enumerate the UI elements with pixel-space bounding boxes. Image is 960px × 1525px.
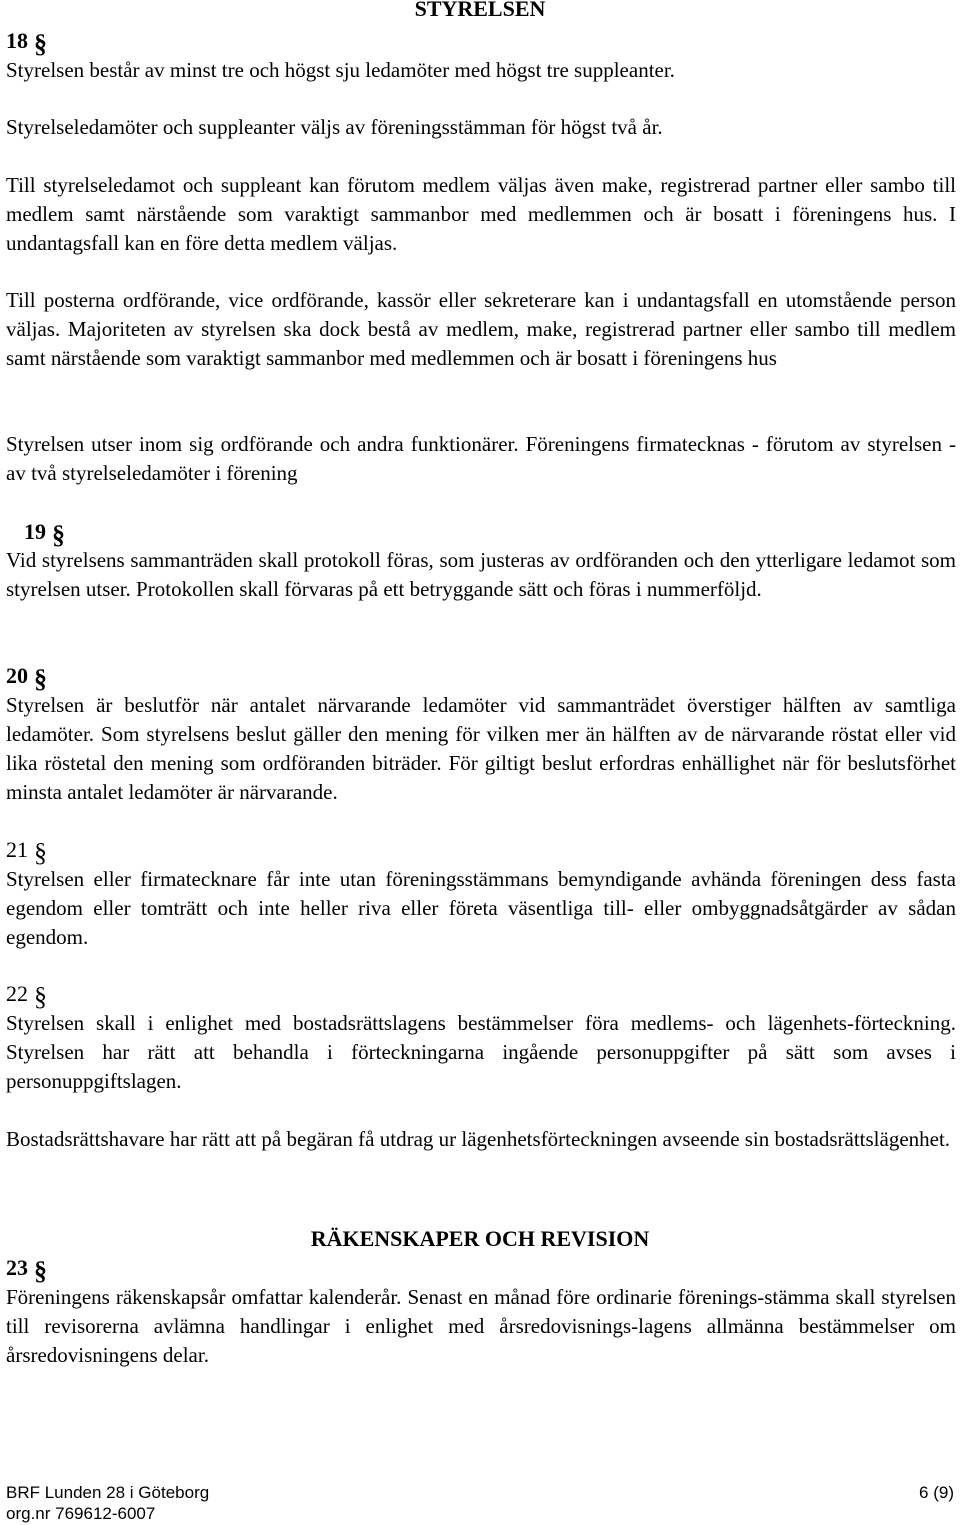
- section-18-paragraph-5: Styrelsen utser inom sig ordförande och andra funktionärer. Föreningens firmatecknas - förutom av styrelsen - av två styrelseledamöter i förening: [6, 432, 956, 485]
- paragraph-sign: §: [34, 982, 47, 1011]
- section-23-paragraph-1: Föreningens räkenskapsår omfattar kalenderår. Senast en månad före ordinarie förenings-stämma skall styrelsen till revisorerna avlämna handlingar i enlighet med årsredovisnings-lagens allmänna bestämmelser om årsredovisningens delar.: [6, 1285, 956, 1367]
- section-18-paragraph-1: Styrelsen består av minst tre och högst sju ledamöter med högst tre suppleanter.: [6, 58, 675, 82]
- heading-styrelsen: STYRELSEN: [414, 0, 546, 21]
- section-23-number: [6, 1255, 47, 1285]
- footer-org-number: org.nr 769612-6007: [6, 1504, 156, 1523]
- paragraph-sign: §: [34, 838, 47, 867]
- section-20-paragraph-1: Styrelsen är beslutför när antalet närvarande ledamöter vid sammanträdet överstiger hälften av samtliga ledamöter. Som styrelsens beslut gäller den mening för vilken mer än hälften av de närvarande röstat eller vid lika röstetal den mening som ordföranden biträder. För giltigt beslut erfordras enhällighet när för beslutsförhet minsta antalet ledamöter är närvarande.: [6, 693, 956, 804]
- section-22-number: [6, 981, 47, 1011]
- section-18-paragraph-2: Styrelseledamöter och suppleanter väljs av föreningsstämman för högst två år.: [6, 115, 663, 139]
- section-19-paragraph-1: Vid styrelsens sammanträden skall protokoll föras, som justeras av ordföranden och den ytterligare ledamot som styrelsen utser. Protokollen skall förvaras på ett betryggande sätt och föras i nummerföljd.: [6, 548, 956, 601]
- section-21-number: [6, 837, 47, 867]
- paragraph-sign: §: [52, 520, 65, 549]
- section-number: 23: [6, 1255, 28, 1280]
- section-number: 20: [6, 663, 28, 688]
- section-20-number: [6, 663, 47, 693]
- section-number: 21: [6, 837, 28, 862]
- section-22-paragraph-2: Bostadsrättshavare har rätt att på begäran få utdrag ur lägenhetsförteckningen avseende sin bostadsrättslägenhet.: [6, 1127, 951, 1151]
- section-18-number: [6, 28, 47, 58]
- section-18-paragraph-3: Till styrelseledamot och suppleant kan förutom medlem väljas även make, registrerad partner eller sambo till medlem samt närstående som varaktigt sammanbor med medlemmen och är bosatt i föreningens hus. I undantagsfall kan en före detta medlem väljas.: [6, 173, 956, 255]
- section-number: 18: [6, 28, 28, 53]
- paragraph-sign: §: [34, 29, 47, 58]
- paragraph-sign: §: [34, 664, 47, 693]
- section-19-number: [24, 519, 65, 549]
- section-number: 22: [6, 981, 28, 1006]
- heading-rakenskaper: RÄKENSKAPER OCH REVISION: [310, 1226, 650, 1251]
- section-21-paragraph-1: Styrelsen eller firmatecknare får inte utan föreningsstämmans bemyndigande avhända föreningen dess fasta egendom eller tomträtt och inte heller riva eller företa väsentliga till- eller ombyggnadsåtgärder av sådan egendom.: [6, 867, 956, 949]
- section-22-paragraph-1: Styrelsen skall i enlighet med bostadsrättslagens bestämmelser föra medlems- och lägenhets-förteckning. Styrelsen har rätt att behandla i förteckningarna ingående personuppgifter på sätt som avses i personuppgiftslagen.: [6, 1011, 956, 1093]
- footer-org-name: BRF Lunden 28 i Göteborg: [6, 1483, 210, 1502]
- footer-page-number: 6 (9): [919, 1483, 954, 1502]
- section-18-paragraph-4: Till posterna ordförande, vice ordförande, kassör eller sekreterare kan i undantagsfall en utomstående person väljas. Majoriteten av styrelsen ska dock bestå av medlem, make, registrerad partner eller sambo till medlem samt närstående som varaktigt sammanbor med medlemmen och är bosatt i föreningens hus: [6, 288, 956, 370]
- paragraph-sign: §: [34, 1256, 47, 1285]
- section-number: 19: [24, 519, 46, 544]
